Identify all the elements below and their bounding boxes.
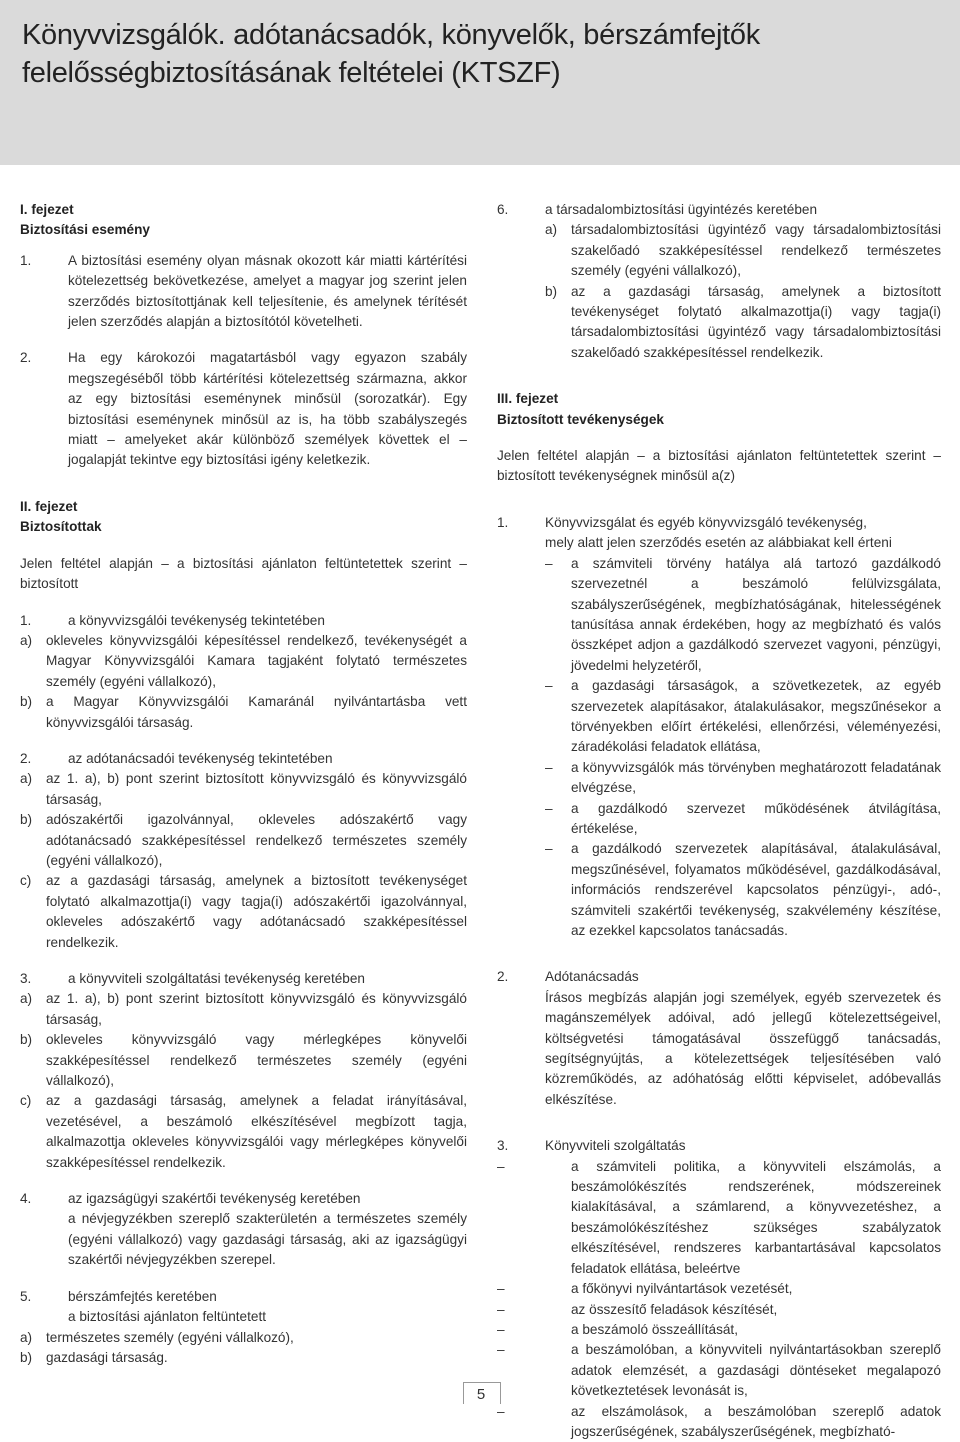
list-item bbox=[497, 513, 941, 533]
item-body bbox=[497, 533, 941, 941]
sub-label: c) bbox=[20, 873, 32, 889]
item-number: 2. bbox=[20, 750, 32, 766]
title-line-2: felelősségbiztosításának feltételei (KTSZF) bbox=[22, 57, 561, 89]
sub-text: okleveles könyvvizsgálói képesítéssel rendelkező, tevékenységét a Magyar Könyvvizsgálói Kamara tagjaként folytató természetes személy (egyéni vállalkozó), bbox=[46, 632, 467, 689]
title-line-1: Könyvvizsgálók. adótanácsadók, könyvelők, bérszámfejtők bbox=[22, 19, 760, 51]
list-item bbox=[20, 1287, 467, 1307]
list-item bbox=[20, 611, 467, 631]
sub-text: adószakértői igazolvánnyal, okleveles adószakértő vagy adótanácsadó szakképesítéssel rendelkező természetes személy (egyéni vállalkozó), bbox=[46, 812, 467, 868]
sub-text: okleveles könyvvizsgáló vagy mérlegképes könyvelői szakképesítéssel rendelkező természetes személy (egyéni vállalkozó), bbox=[46, 1032, 467, 1089]
item-body bbox=[497, 988, 941, 1110]
item-body bbox=[20, 1307, 467, 1327]
item-number: 6. bbox=[497, 202, 509, 217]
sub-text: a Magyar Könyvvizsgálói Kamaránál nyilvántartásba vett könyvvizsgálói társaság. bbox=[46, 694, 467, 730]
dash-text: a számviteli politika, a könyvviteli elszámolás, a beszámolókészítés rendszerének, módszereinek kialakításával, a számlarend, a könyvvezetéshez, a beszámolókészítéshez szükséges szabályzatok elkészítésével, rendszeres karbantartásával kapcsolatos feladatok ellátása, beleértve bbox=[571, 1158, 941, 1276]
sub-label: a) bbox=[20, 771, 33, 787]
dash-item: – a beszámoló összeállítását, bbox=[497, 1320, 941, 1340]
sub-item bbox=[20, 692, 467, 733]
item-heading: a társadalombiztosítási ügyintézés keretében bbox=[545, 202, 818, 217]
sub-label: a) bbox=[20, 632, 33, 648]
sub-item bbox=[20, 1328, 467, 1348]
list-item bbox=[497, 1136, 941, 1156]
sub-item bbox=[20, 1030, 467, 1091]
dash-item: – a könyvvizsgálók más törvényben meghatározott feladatának elvégzése, bbox=[545, 758, 941, 799]
item-text: Írásos megbízás alapján jogi személyek, egyéb szervezetek és magánszemélyek adóival, adó jellegű kötelezettségeivel, költségvetési támogatásával összefüggő tanácsadás, segítségnyújtás, a kötelezettségek teljesítésében való közreműködés, az adóhatóság előtti képviselet, adóbevallás elkészítése. bbox=[545, 989, 941, 1107]
dash-item: – a gazdálkodó szervezet működésének átvilágítása, értékelése, bbox=[545, 799, 941, 840]
item-text: Ha egy károkozói magatartásból vagy egyazon szabály megszegéséből több kártérítési kötelezettség származna, akkor az egy biztosítási eseménynek minősül (sorozatkár). Egy biztosítási eseménynek minősül az is, ha több szabályszegés miatt – amelyeket akár különböző személyek követtek el – jogalapját tekintve egy biztosítási igény keletkezik. bbox=[68, 350, 467, 468]
item-body bbox=[20, 1209, 467, 1270]
item-text: a névjegyzékben szereplő szakterületén a természetes személy (egyéni vállalkozó) vagy gazdasági társaság, aki az igazságügyi szakértői névjegyzékben szerepel. bbox=[68, 1211, 467, 1268]
chapter-3-title: Biztosított tevékenységek bbox=[497, 411, 664, 427]
sub-item bbox=[20, 810, 467, 871]
left-column bbox=[20, 200, 467, 1368]
list-item bbox=[20, 1189, 467, 1209]
item-number: 2. bbox=[20, 350, 32, 366]
sub-label: a) bbox=[20, 991, 33, 1007]
list-item bbox=[497, 967, 941, 987]
sub-item bbox=[20, 769, 467, 810]
item-number: 1. bbox=[20, 612, 32, 628]
item-number: 3. bbox=[497, 1138, 509, 1154]
dash-text: a beszámoló összeállítását, bbox=[571, 1321, 738, 1337]
sub-label: a) bbox=[545, 222, 558, 238]
sub-item bbox=[545, 220, 941, 281]
sub-item bbox=[20, 631, 467, 692]
sub-label: b) bbox=[20, 812, 33, 828]
item-text: a biztosítási ajánlaton feltüntetett bbox=[68, 1309, 266, 1325]
item-heading: a könyvvizsgálói tevékenység tekintetében bbox=[68, 612, 325, 628]
dash-text: a gazdasági társaságok, a szövetkezetek, az egyéb szervezetek alapításakor, átalakulásakor, megszűnésekor a törvényekben előírt értékelési, ellenőrzési, véleményezési, záradékolási feladatok ellátása, bbox=[571, 678, 941, 755]
sub-item bbox=[20, 1091, 467, 1173]
list-item bbox=[20, 348, 467, 470]
item-heading: a könyvviteli szolgáltatási tevékenység keretében bbox=[68, 971, 365, 986]
chapter-2-intro: Jelen feltétel alapján – a biztosítási ajánlaton feltüntetettek szerint – biztosított bbox=[20, 555, 467, 592]
item-number: 1. bbox=[20, 252, 32, 268]
dash-text: az elszámolások, a beszámolóban szereplő adatok jogszerűségének, szabályszerűségének, megbízható- bbox=[571, 1403, 941, 1439]
dash-text: a gazdálkodó szervezet működésének átvilágítása, értékelése, bbox=[571, 800, 941, 836]
sub-text: természetes személy (egyéni vállalkozó), bbox=[46, 1329, 294, 1345]
sub-label: b) bbox=[20, 1032, 33, 1048]
chapter-2-label: II. fejezet bbox=[20, 498, 78, 514]
sub-text: gazdasági társaság. bbox=[46, 1349, 168, 1365]
sub-label: b) bbox=[545, 283, 558, 299]
list-item bbox=[20, 969, 467, 989]
item-body bbox=[497, 220, 941, 363]
sub-text: az 1. a), b) pont szerint biztosított könyvvizsgáló és könyvvizsgáló társaság, bbox=[46, 991, 467, 1027]
chapter-3-label: III. fejezet bbox=[497, 391, 559, 407]
sub-item bbox=[20, 989, 467, 1030]
item-heading: Könyvvizsgálat és egyéb könyvvizsgáló tevékenység, bbox=[545, 514, 867, 530]
dash-text: az összesítő feladások készítését, bbox=[571, 1301, 778, 1317]
dash-item: – a beszámolóban, a könyvviteli nyilvántartásokban szereplő adatok elemzését, a gazdasági döntéseket megalapozó következtetések levonását is, bbox=[497, 1340, 941, 1401]
dash-text: a könyvvizsgálók más törvényben meghatározott feladatának elvégzése, bbox=[571, 759, 941, 796]
sub-text: az a gazdasági társaság, amelynek a biztosított tevékenységet folytató alkalmazottja(i) vagy tagja(i) társadalombiztosítási ügyintéző vagy társadalombiztosítási szakelőadó szakképesítéssel rendelkezik. bbox=[571, 283, 941, 360]
sub-label: c) bbox=[20, 1093, 32, 1109]
item-text: mely alatt jelen szerződés esetén az alábbiakat kell érteni bbox=[545, 535, 892, 551]
sub-text: az a gazdasági társaság, amelynek a feladat irányításával, vezetésével, a beszámoló elkészítésével megbízott tagja, alkalmazottja okleveles könyvvizsgálói vagy mérlegképes könyvelői szakképesítéssel rendelkezik. bbox=[46, 1093, 467, 1170]
dash-item: – a gazdálkodó szervezetek alapításával, átalakulásával, megszűnésével, folyamatos működésével, gazdálkodásával, információs rendszerével kapcsolatos pénzügyi-, adó-, számviteli szakértői tevékenység, szakvélemény készítése, az ezekkel kapcsolatos tanácsadás. bbox=[545, 839, 941, 941]
header-band bbox=[0, 0, 960, 165]
list-item bbox=[20, 749, 467, 769]
dash-item: – a gazdasági társaságok, a szövetkezetek, az egyéb szervezetek alapításakor, átalakulásakor, megszűnésekor a törvényekben előírt értékelési, ellenőrzési, véleményezési, záradékolási feladatok ellátása, bbox=[545, 676, 941, 758]
dash-item: – az összesítő feladások készítését, bbox=[497, 1300, 941, 1320]
list-item bbox=[497, 200, 941, 220]
sub-text: társadalombiztosítási ügyintéző vagy társadalombiztosítási szakelőadó szakképesítéssel rendelkező természetes személy (egyéni vállalkozó), bbox=[571, 222, 941, 279]
item-number: 4. bbox=[20, 1191, 32, 1207]
sub-text: az a gazdasági társaság, amelynek a biztosított tevékenységet folytató alkalmazottja(i) vagy tagja(i) adószakértői igazolvánnyal, okleveles adószakértő vagy adótanácsadó szakképesítéssel rendelkezik. bbox=[46, 873, 467, 950]
dash-text: a gazdálkodó szervezetek alapításával, átalakulásával, megszűnésével, folyamatos működésével, gazdálkodásával, információs rendszerével kapcsolatos pénzügyi-, adó-, számviteli szakértői tevékenység, szakvélemény készítése, az ezekkel kapcsolatos tanácsadás. bbox=[571, 841, 941, 938]
sub-label: b) bbox=[20, 1349, 33, 1365]
chapter-3-intro: Jelen feltétel alapján – a biztosítási ajánlaton feltüntetettek szerint – biztosított tevékenységnek minősül a(z) bbox=[497, 448, 941, 484]
item-number: 3. bbox=[20, 971, 32, 986]
chapter-2-title: Biztosítottak bbox=[20, 519, 102, 535]
sub-item bbox=[20, 871, 467, 953]
dash-text: a főkönyvi nyilvántartások vezetését, bbox=[571, 1281, 793, 1297]
item-heading: bérszámfejtés keretében bbox=[68, 1288, 217, 1304]
dash-text: a számviteli törvény hatálya alá tartozó gazdálkodó szervezetnél a beszámoló felülvizsgálata, szabályszerűségének, megbízhatóságának, hitelességének tanúsítása annak érdekében, hogy az megbízható és valós összképet adjon a gazdálkodó szervezet vagyoni, pénzügyi, jövedelmi helyzetéről, bbox=[571, 555, 941, 673]
item-heading: az igazságügyi szakértői tevékenység keretében bbox=[68, 1191, 361, 1207]
dash-item: – a számviteli politika, a könyvviteli elszámolás, a beszámolókészítés rendszerének, módszereinek kialakításával, a számlarend, a könyvvezetéshez, a beszámolókészítéshez szükséges szabályzatok elkészítésével, rendszeres karbantartásával kapcsolatos feladatok ellátása, beleértve bbox=[497, 1157, 941, 1279]
item-heading: Adótanácsadás bbox=[545, 969, 639, 985]
dash-item: – a számviteli törvény hatálya alá tartozó gazdálkodó szervezetnél a beszámoló felülvizsgálata, szabályszerűségének, megbízhatóságának, hitelességének tanúsítása annak érdekében, hogy az megbízható és valós összképet adjon a gazdálkodó szervezet vagyoni, pénzügyi, jövedelmi helyzetéről, bbox=[545, 554, 941, 676]
dash-text: a beszámolóban, a könyvviteli nyilvántartásokban szereplő adatok elemzését, a gazdasági döntéseket megalapozó következtetések levonását is, bbox=[571, 1342, 941, 1399]
list-item bbox=[20, 251, 467, 333]
item-number: 2. bbox=[497, 969, 509, 985]
item-number: 5. bbox=[20, 1288, 32, 1304]
item-heading: Könyvviteli szolgáltatás bbox=[545, 1138, 686, 1154]
sub-label: a) bbox=[20, 1329, 33, 1345]
sub-item bbox=[20, 1348, 467, 1368]
sub-text: az 1. a), b) pont szerint biztosított könyvvizsgáló és könyvvizsgáló társaság, bbox=[46, 771, 467, 807]
chapter-1-label: I. fejezet bbox=[20, 202, 74, 217]
page-number: 5 bbox=[476, 1386, 486, 1403]
item-heading: az adótanácsadói tevékenység tekintetében bbox=[68, 750, 333, 766]
page-title bbox=[22, 16, 922, 92]
dash-item: – az elszámolások, a beszámolóban szereplő adatok jogszerűségének, szabályszerűségének, megbízható- bbox=[497, 1402, 941, 1442]
item-text: A biztosítási esemény olyan másnak okozott kár miatti kártérítési kötelezettség bekövetkezése, amelyet a magyar jog szerint jelen szerződés biztosítottjának kell teljesítenie, és amelynek térítését jelen szerződés alapján a biztosítótól követelheti. bbox=[68, 252, 467, 330]
chapter-1-title: Biztosítási esemény bbox=[20, 222, 150, 238]
sub-item bbox=[545, 282, 941, 364]
sub-label: b) bbox=[20, 694, 33, 710]
dash-item: – a főkönyvi nyilvántartások vezetését, bbox=[497, 1279, 941, 1299]
item-number: 1. bbox=[497, 514, 509, 530]
right-column bbox=[497, 200, 941, 1442]
